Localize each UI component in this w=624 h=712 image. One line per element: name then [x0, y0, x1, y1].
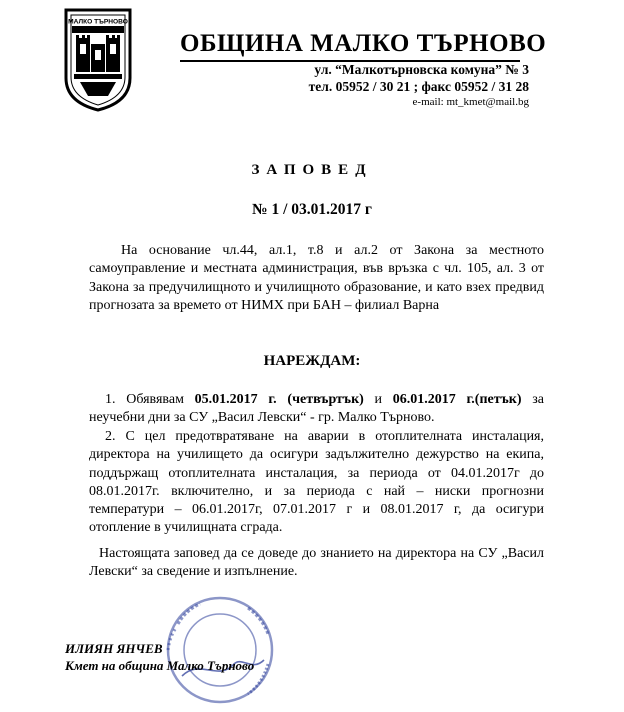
order-item-2: [89, 428, 544, 538]
order-item-1: [89, 391, 544, 428]
signer-name: ИЛИЯН ЯНЧЕВ: [65, 641, 163, 656]
item-1-post: за неучебни дни за СУ „Васил Левски“ - гр. Малко Търново.: [89, 392, 544, 426]
phone-fax-line: тел. 05952 / 30 21 ; факс 05952 / 31 28: [308, 79, 529, 94]
item-1-date-2: 06.01.2017 г.(петък): [392, 392, 522, 407]
municipality-crest-icon: [62, 6, 134, 112]
preamble-paragraph: На основание чл.44, ал.1, т.8 и ал.2 от Закона за местното самоуправление и местната администрация, във връзка с чл. 105, ал. 3 от Закона за предучилищното и училищното образование, и като взех предвид прогнозата за времето от НИМХ при БАН – филиал Варна: [89, 243, 544, 313]
item-1-number: 1.: [105, 392, 116, 407]
organization-name: ОБЩИНА МАЛКО ТЪРНОВО: [180, 30, 547, 57]
official-stamp-icon: [148, 584, 288, 708]
item-2-number: 2.: [105, 429, 116, 444]
email-line: e-mail: mt_kmet@mail.bg: [412, 96, 529, 108]
order-heading: НАРЕЖДАМ:: [263, 353, 361, 369]
document-title: ЗАПОВЕД: [251, 162, 373, 178]
item-1-mid: и: [374, 392, 383, 407]
address-line: ул. “Малкотърновска комуна” № 3: [314, 62, 529, 77]
item-1-pre: Обявявам: [126, 392, 184, 407]
item-1-date-1: 05.01.2017 г. (четвъртък): [194, 392, 364, 407]
closing-paragraph: Настоящата заповед да се доведе до знанието на директора на СУ „Васил Левски“ за сведение и изпълнение.: [89, 546, 544, 580]
document-number: № 1 / 03.01.2017 г: [252, 201, 372, 218]
crest-lettering: МАЛКО ТЪРНОВО: [68, 18, 128, 26]
signer-title: Кмет на община Малко Търново: [65, 658, 255, 673]
item-2-text: С цел предотвратяване на аварии в отоплителната инсталация, директора на училището да осигури задължително дежурство на екипа, поддържащ отоплителната инсталация, за периода от 04.01.2017г до 08.01.2017г. включително, и за периода с най – ниски прогнозни температури – 06.01.2017г, 07.01.2017 г и 08.01.2017 г, да осигури отопление в училищната сграда.: [89, 429, 544, 536]
